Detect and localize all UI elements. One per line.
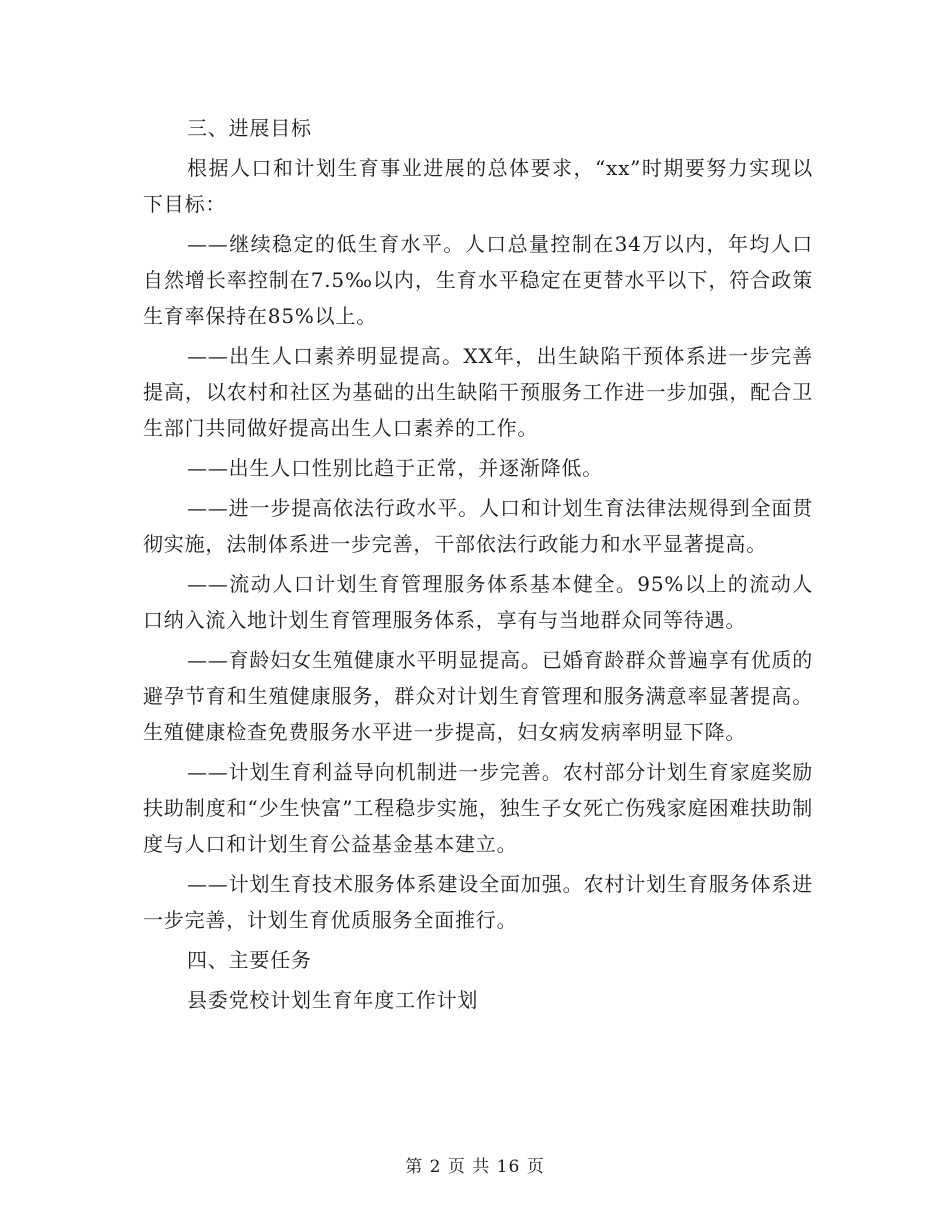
goal-paragraph-population-quality: ——出生人口素养明显提高。XX年，出生缺陷干预体系进一步完善提高，以农村和社区为基础的出生缺陷干预服务工作进一步加强，配合卫生部门共同做好提高出生人口素养的工作。 <box>143 344 813 440</box>
page-number-footer: 第 2 页 共 16 页 <box>405 1157 545 1177</box>
intro-paragraph: 根据人口和计划生育事业进展的总体要求，“xx”时期要努力实现以下目标： <box>143 156 813 216</box>
goal-paragraph-technical-services: ——计划生育技术服务体系建设全面加强。农村计划生育服务体系进一步完善，计划生育优质服务全面推行。 <box>143 872 813 932</box>
section-heading-tasks: 四、主要任务 <box>187 948 312 972</box>
goal-paragraph-incentive-mechanism: ——计划生育利益导向机制进一步完善。农村部分计划生育家庭奖励扶助制度和“少生快富”工程稳步实施，独生子女死亡伤残家庭困难扶助制度与人口和计划生育公益基金基本建立。 <box>143 760 813 856</box>
goal-paragraph-floating-population: ——流动人口计划生育管理服务体系基本健全。95%以上的流动人口纳入流入地计划生育管理服务体系，享有与当地群众同等待遇。 <box>143 572 813 632</box>
goal-paragraph-reproductive-health: ——育龄妇女生殖健康水平明显提高。已婚育龄群众普遍享有优质的避孕节育和生殖健康服务，群众对计划生育管理和服务满意率显著提高。生殖健康检查免费服务水平进一步提高，妇女病发病率明显下降。 <box>143 648 813 744</box>
goal-paragraph-rule-of-law: ——进一步提高依法行政水平。人口和计划生育法律法规得到全面贯彻实施，法制体系进一步完善，干部依法行政能力和水平显著提高。 <box>143 496 813 556</box>
document-title-line: 县委党校计划生育年度工作计划 <box>187 988 479 1012</box>
section-heading-goals: 三、进展目标 <box>187 116 312 140</box>
goal-paragraph-sex-ratio: ——出生人口性别比趋于正常，并逐渐降低。 <box>187 456 603 480</box>
goal-paragraph-birth-level: ——继续稳定的低生育水平。人口总量控制在34万以内，年均人口自然增长率控制在7.5‰以内，生育水平稳定在更替水平以下，符合政策生育率保持在85%以上。 <box>143 232 813 328</box>
document-body <box>143 110 813 1022</box>
